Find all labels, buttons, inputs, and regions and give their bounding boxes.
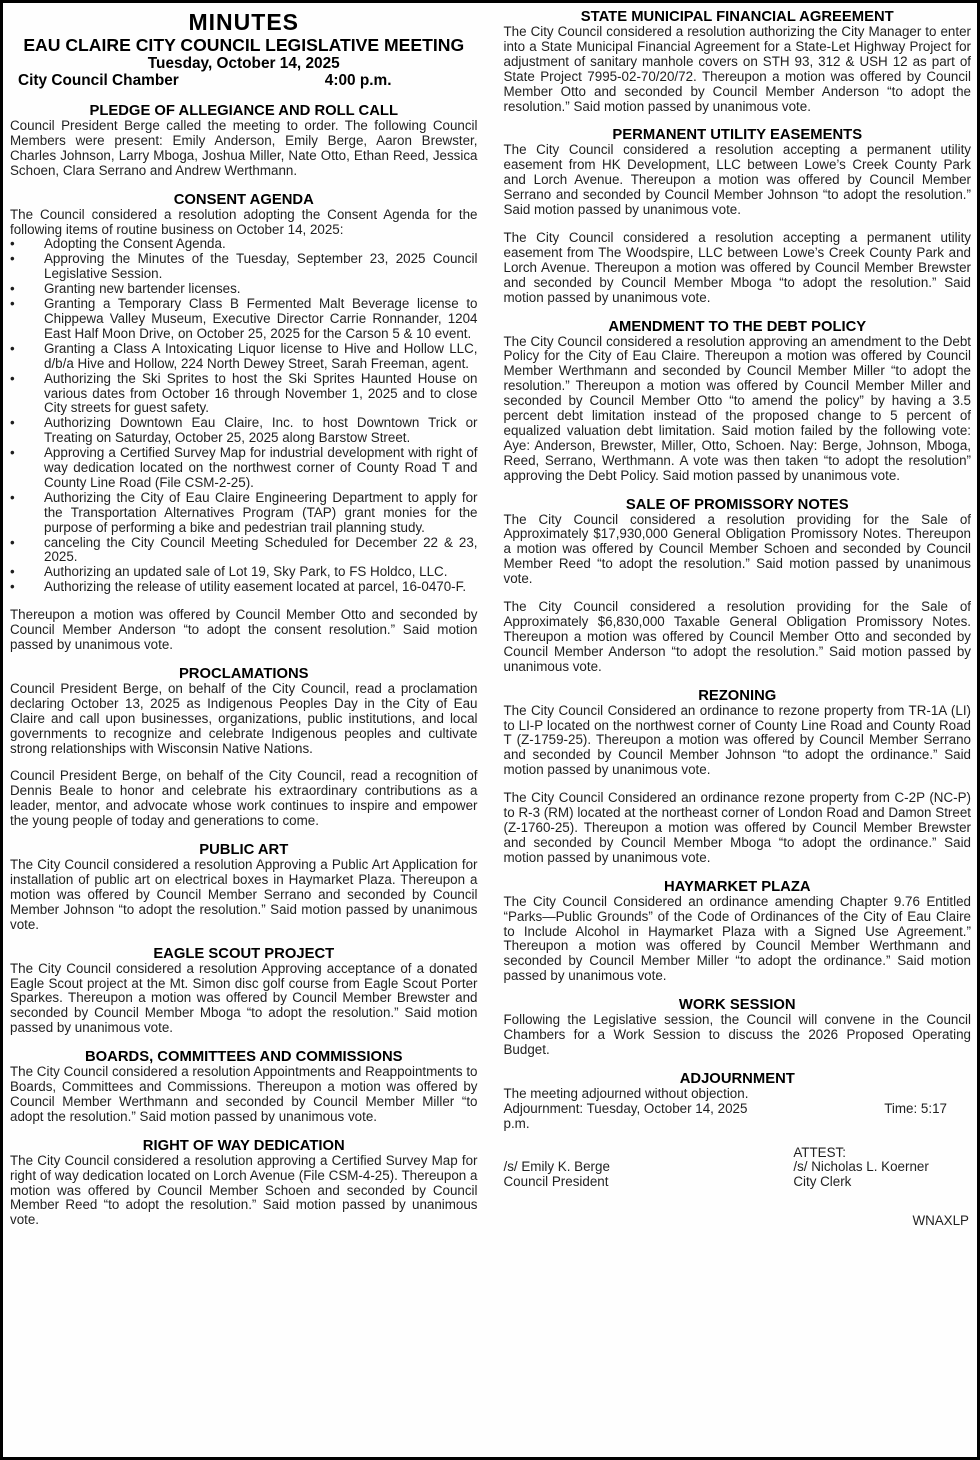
left-column [10,9,478,1449]
paragraph: The City Council considered a resolution approving a Certified Survey Map for right of way dedication located on Lorch Avenue (File CSM-4-25). Thereupon a motion was offered by Council Member Schoen and seconded by Council Member Reed “to adopt the resolution.” Said motion passed by unanimous vote. [10,1152,478,1228]
signature-right [793,1146,971,1191]
signature-name: /s/ Nicholas L. Koerner [793,1159,929,1175]
bullet-text: Granting a Temporary Class B Fermented Malt Beverage license to Chippewa Valley Museum, Executive Director Carrie Ronnander, 1204 East Half Moon Drive, on October 25, 2025 for the Carson 5 & 10 event. [44,296,478,341]
adjournment-date: Adjournment: Tuesday, October 14, 2025 [503,1100,748,1116]
bullet-item [10,536,478,566]
section-heading: EAGLE SCOUT PROJECT [153,945,335,962]
paragraph: The City Council Considered an ordinance rezone property from C-2P (NC-P) to R-3 (RM) located at the northeast corner of London Road and Damon Street (Z-1760-25). Thereupon a motion was offered by Council Member Brewster and seconded by Council Member Mboga “to adopt the ordinance.” Said motion passed by unanimous vote. [503,790,971,865]
section-heading: ADJOURNMENT [679,1070,795,1087]
bullet-marker: • [10,564,15,580]
paragraph: The City Council Considered an ordinance to rezone property from TR-1A (LI) to LI-P located on the northwest corner of County Line Road and County Road T (Z-1759-25). Thereupon a motion was offered by Council Member Serrano and seconded by Council Member Johnson “to adopt the ordinance.” Said motion passed by unanimous vote. [503,702,971,778]
section-heading: STATE MUNICIPAL FINANCIAL AGREEMENT [580,9,894,25]
bullet-marker: • [10,296,15,312]
paragraph: The City Council considered a resolution accepting a permanent utility easement from The Woodspire, LLC between Lowe’s Creek County Park and Lorch Avenue. Thereupon a motion was offered by Council Member Brewster and seconded by Council Member Mboga “to adopt the resolution.” Said motion passed by unanimous vote. [503,229,971,305]
section-heading: AMENDMENT TO THE DEBT POLICY [608,318,867,335]
paragraph: The Council considered a resolution adopting the Consent Agenda for the following items of routine business on October 14, 2025: [10,206,478,237]
section-heading: PROCLAMATIONS [178,665,309,682]
attest-label: ATTEST: [793,1144,846,1160]
signature-title: Council President [503,1174,609,1190]
bullet-item [10,342,478,372]
bullet-text: Authorizing an updated sale of Lot 19, Sky Park, to FS Holdco, LLC. [44,564,448,580]
bullet-list [10,237,478,595]
paragraph: The City Council considered a resolution providing for the Sale of Approximately $6,830,000 Taxable General Obligation Promissory Notes. Thereupon a motion was offered by Council Member Otto and seconded by Council Member Anderson “to adopt the resolution.” Said motion passed by unanimous vote. [503,599,971,674]
section-heading: RIGHT OF WAY DEDICATION [142,1137,345,1154]
bullet-text: Granting new bartender licenses. [44,281,241,297]
paragraph: Thereupon a motion was offered by Council Member Otto and seconded by Council Member Anderson “to adopt the consent resolution.” Said motion passed by unanimous vote. [10,607,478,652]
paragraph: The City Council considered a resolution approving an amendment to the Debt Policy for the City of Eau Claire. Thereupon a motion was offered by Council Member Werthmann and seconded by Council Member Miller “to adopt the resolution.” Thereupon a motion was offered by Council Member Miller and seconded by Council Member Otto “to amend the policy” by having a 3.5 percent debt limitation instead of the proposed change to 5 percent of equalized valuation debt limitation. Said motion failed by the following vote: Aye: Anderson, Brewster, Miller, Otto, Schoen. Nay: Berge, Johnson, Mboga, Reed, Serrano, Werthmann. A vote was then taken “to adopt the resolution” approving the Debt Policy. Said motion passed by unanimous vote. [503,333,971,483]
paragraph: The meeting adjourned without objection. [503,1085,749,1101]
bullet-marker: • [10,489,15,505]
bullet-item [10,237,478,252]
bullet-item [10,372,478,417]
adjournment-time: Time: 5:17 [884,1100,947,1116]
bullet-item [10,282,478,297]
notice-title: MINUTES [188,9,299,35]
paragraph: The City Council considered a resolution Approving acceptance of a donated Eagle Scout project at the Mt. Simon disc golf course from Eagle Scout Porter Sparkes. Thereupon a motion was offered by Council Member Brewster and seconded by Council Member Mboga “to adopt the resolution.” Said motion passed by unanimous vote. [10,960,478,1036]
bullet-item [10,491,478,536]
meeting-location: City Council Chamber [18,72,179,89]
bullet-item [10,565,478,580]
section-heading: PUBLIC ART [199,842,289,859]
notice-date-line: Tuesday, October 14, 2025 [147,55,340,72]
bullet-text: Authorizing the Ski Sprites to host the Ski Sprites Haunted House on various dates from October 16 through November 1, 2025 and to close City streets for guest safety. [44,370,478,416]
right-column [504,9,972,1449]
signature-title: City Clerk [793,1174,852,1190]
section-heading: WORK SESSION [678,997,796,1014]
bullet-marker: • [10,251,15,267]
signature-name: /s/ Emily K. Berge [503,1159,610,1175]
bullet-text: canceling the City Council Meeting Scheduled for December 22 & 23, 2025. [44,534,478,565]
paragraph: The City Council considered a resolution authorizing the City Manager to enter into a State Municipal Financial Agreement for a State-Let Highway Project for adjustment of sanitary manhole covers on STH 93, 312 & USH 12 as part of State Project 7995-02-70/20/72. Thereupon a motion was offered by Council Member Otto and seconded by Council Member Anderson “to adopt the resolution.” Said motion passed by unanimous vote. [503,24,971,114]
section-heading: HAYMARKET PLAZA [663,878,811,895]
section-heading: PLEDGE OF ALLEGIANCE AND ROLL CALL [89,103,399,119]
bullet-marker: • [10,445,15,461]
bullet-item [10,416,478,446]
bullet-text: Granting a Class A Intoxicating Liquor license to Hive and Hollow LLC, d/b/a Hive and Hollow, 224 North Dewey Street, Sarah Freeman, agent. [44,340,478,371]
bullet-item [10,297,478,342]
paragraph: The City Council considered a resolution providing for the Sale of Approximately $17,930,000 General Obligation Promissory Notes. Thereupon a motion was offered by Council Member Schoen and seconded by Council Member Reed “to adopt the resolution.” Said motion passed by unanimous vote. [503,511,971,587]
bullet-text: Authorizing the City of Eau Claire Engineering Department to apply for the Transportation Alternatives Program (TAP) grant monies for the purpose of performing a bike and pedestrian trail planning study. [44,489,478,535]
bullet-text: Authorizing the release of utility easement located at parcel, 16-0470-F. [44,579,467,595]
paragraph: The City Council considered a resolution Approving a Public Art Application for installation of public art on electrical boxes in Haymarket Plaza. Thereupon a motion was offered by Council Member Serrano and seconded by Council Member Johnson “to adopt the resolution.” Said motion passed by unanimous vote. [10,857,478,932]
bullet-text: Approving a Certified Survey Map for industrial development with right of way dedication located on the northwest corner of County Road T and County Line Road (File CSM-2-25). [44,445,478,490]
section-heading: BOARDS, COMMITTEES AND COMMISSIONS [84,1049,403,1066]
bullet-marker: • [10,534,15,550]
paragraph: Council President Berge, on behalf of the City Council, read a proclamation declaring October 13, 2025 as Indigenous Peoples Day in the City of Eau Claire and call upon businesses, organizations, public institutions, and local governments to recognize and celebrate Indigenous peoples and cultivate strong relationships with Wisconsin Native Nations. [10,680,478,756]
paragraph: Following the Legislative session, the Council will convene in the Council Chambers for a Work Session to discuss the 2026 Proposed Operating Budget. [503,1012,971,1057]
section-heading: SALE OF PROMISSORY NOTES [625,496,849,513]
bullet-marker: • [10,415,15,431]
paragraph: The City Council considered a resolution accepting a permanent utility easement from HK Development, LLC between Lowe’s Creek County Park and Lorch Avenue. Thereupon a motion was offered by Council Member Serrano and seconded by Council Member Johnson “to adopt the resolution.” Said motion passed by unanimous vote. [503,142,971,218]
bullet-marker: • [10,579,15,595]
paragraph: Council President Berge, on behalf of the City Council, read a recognition of Dennis Beale to honor and celebrate his extraordinary contributions as a leader, mentor, and advocate whose work continues to inspire and empower the young people of today and generations to come. [10,768,478,829]
paragraph: Council President Berge called the meeting to order. The following Council Members were present: Emily Anderson, Emily Berge, Aaron Brewster, Charles Johnson, Larry Mboga, Joshua Miller, Nate Otto, Ethan Reed, Jessica Schoen, Clara Serrano and Andrew Werthmann. [10,118,478,178]
bullet-text: Authorizing Downtown Eau Claire, Inc. to host Downtown Trick or Treating on Saturday, October 25, 2025 along Barstow Street. [44,415,478,446]
paragraph: The City Council Considered an ordinance amending Chapter 9.76 Entitled “Parks—Public Grounds” of the Code of Ordinances of the City of Eau Claire to Include Alcohol in Haymarket Plaza with a Signed Use Agreement.” Thereupon a motion was offered by Council Member Werthmann and seconded by Council Member Miller “to adopt the ordinance.” Said motion passed by unanimous vote. [503,893,971,984]
paragraph: p.m. [503,1115,530,1131]
meeting-meta-row [10,72,478,90]
notice-subtitle: EAU CLAIRE CITY COUNCIL LEGISLATIVE MEETING [23,35,465,55]
section-heading: PERMANENT UTILITY EASEMENTS [612,127,863,144]
section-heading: REZONING [698,687,777,704]
bullet-marker: • [10,281,15,297]
bullet-item [10,252,478,282]
bullet-marker: • [10,236,15,252]
wnaxlp-tag: WNAXLP [912,1213,969,1229]
bullet-text: Adopting the Consent Agenda. [44,236,226,252]
adjournment-time-row [504,1102,972,1117]
bullet-marker: • [10,340,15,356]
bullet-marker: • [10,370,15,386]
signature-block [504,1146,972,1191]
signature-left [504,1160,794,1190]
paragraph: The City Council considered a resolution Appointments and Reappointments to Boards, Committees and Commissions. Thereupon a motion was offered by Council Member Werthmann and seconded by Council Member Miller “to adopt the resolution.” Said motion passed by unanimous vote. [10,1064,478,1124]
meeting-time: 4:00 p.m. [324,72,392,89]
bullet-item [10,446,478,491]
bullet-text: Approving the Minutes of the Tuesday, September 23, 2025 Council Legislative Session. [44,251,478,282]
section-heading: CONSENT AGENDA [173,191,314,208]
bullet-item [10,580,478,595]
